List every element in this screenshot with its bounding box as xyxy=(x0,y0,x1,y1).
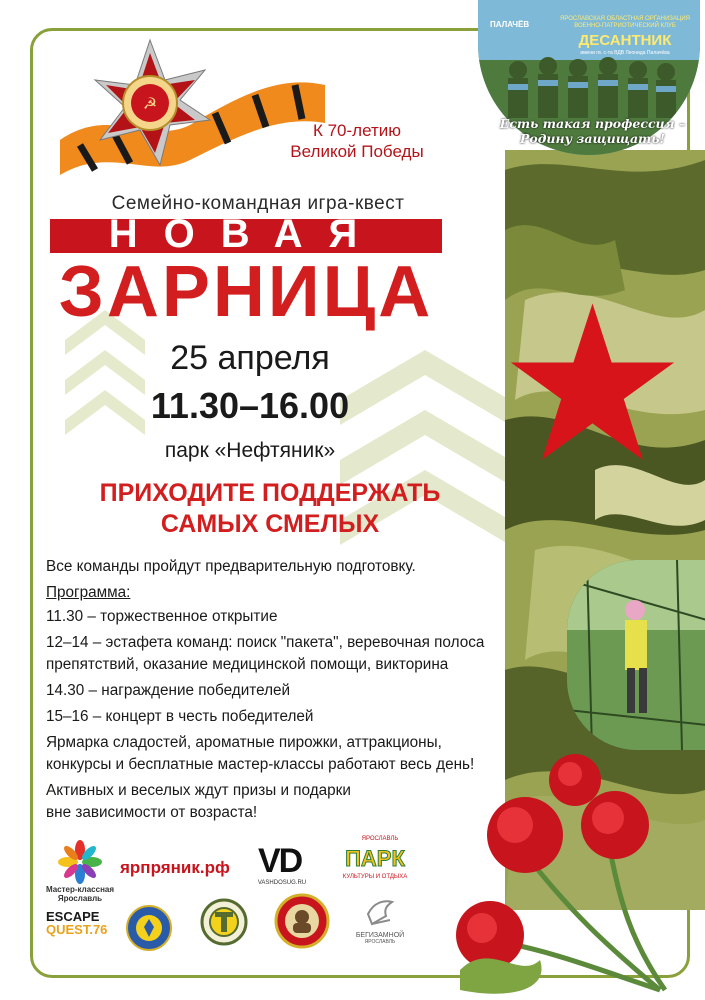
red-star-icon xyxy=(505,300,680,465)
patriotic-war-order-icon xyxy=(40,35,330,195)
master-class-caption xyxy=(40,885,120,903)
event-place: парк «Нефтяник» xyxy=(164,439,336,462)
program-text: – эстафета команд: поиск "пакета", веревочная полоса препятствий, оказание медицинской помощи, викторина xyxy=(46,634,485,673)
anniversary-line-2: Великой Победы xyxy=(290,142,424,161)
website-link[interactable]: ярпряник.рф xyxy=(120,858,230,877)
program-text: – торжественное открытие xyxy=(83,608,278,625)
park-caption: КУЛЬТУРЫ И ОТДЫХА xyxy=(342,874,408,880)
svg-text:☭: ☭ xyxy=(142,94,158,113)
program-label: Программа: xyxy=(46,584,131,601)
call-line-2: САМЫХ СМЕЛЫХ xyxy=(160,510,380,538)
call-line-1: ПРИХОДИТЕ ПОДДЕРЖАТЬ xyxy=(99,479,441,507)
master-caption-1: Мастер-классная xyxy=(45,885,115,894)
event-date: 25 апреля xyxy=(170,339,330,377)
prizes-line-2: вне зависимости от возраста! xyxy=(46,804,258,821)
club-line: ЯРОСЛАВСКАЯ ОБЛАСТНАЯ ОРГАНИЗАЦИЯ ВОЕННО-ПАТРИОТИЧЕСКИЙ КЛУБ xyxy=(560,16,690,29)
club-name: ДЕСАНТНИК xyxy=(578,32,672,49)
anniversary-line-1: К 70-летию xyxy=(312,121,402,140)
veterans-emblem-icon xyxy=(274,893,330,949)
program-item xyxy=(46,706,516,728)
event-description xyxy=(46,556,516,828)
master-caption-2: Ярославль xyxy=(57,894,103,903)
begizamnoy-name: БЕГИЗАМНОЙ xyxy=(355,932,405,939)
slogan xyxy=(490,116,695,146)
begizamnoy-sub: ЯРОСЛАВЛЬ xyxy=(364,939,396,945)
slogan-line-1: Есть такая профессия – xyxy=(499,116,686,131)
club-sub: имени гв. с-та ВДВ Леонида Палачёва xyxy=(580,50,670,56)
club-emblem-icon xyxy=(200,898,248,946)
title-line-1: НОВАЯ xyxy=(108,212,384,256)
prizes-text xyxy=(46,780,516,824)
anniversary-text xyxy=(262,120,452,162)
event-subtitle: Семейно-командная игра-квест xyxy=(111,193,405,214)
program-time: 15–16 xyxy=(46,708,89,725)
title-line-2: ЗАРНИЦА xyxy=(58,252,434,332)
escape-quest-logo xyxy=(46,910,116,936)
park-top-caption: ЯРОСЛАВЛЬ xyxy=(361,836,399,842)
intro-text: Все команды пройдут предварительную подготовку. xyxy=(46,558,416,575)
event-time: 11.30–16.00 xyxy=(150,385,350,426)
brand-label: ПАЛАЧЁВ xyxy=(490,20,530,29)
call-to-action xyxy=(50,478,490,540)
fair-text: Ярмарка сладостей, ароматные пирожки, аттракционы, конкурсы и бесплатные мастер-классы работают весь день! xyxy=(46,734,475,773)
vd-caption: VASHDOSUG.RU xyxy=(257,880,307,886)
program-time: 11.30 xyxy=(46,608,84,625)
prizes-line-1: Активных и веселых ждут призы и подарки xyxy=(46,782,351,799)
program-item xyxy=(46,632,516,676)
desantnik-badge-icon xyxy=(126,905,172,951)
program-text: – награждение победителей xyxy=(84,682,291,699)
photo-rope-course xyxy=(567,560,705,750)
program-text: – концерт в честь победителей xyxy=(88,708,314,725)
escape-line-1: ESCAPE xyxy=(46,909,100,924)
park-logo: ПАРК xyxy=(345,846,405,871)
program-time: 12–14 xyxy=(46,634,89,651)
slogan-line-2: Родину защищать! xyxy=(519,131,666,146)
master-class-logo-icon xyxy=(58,840,102,884)
winged-shoe-icon xyxy=(362,894,398,930)
begizamnoy-caption xyxy=(345,932,415,945)
program-item xyxy=(46,680,516,702)
program-item xyxy=(46,606,516,628)
escape-line-2: QUEST.76 xyxy=(46,922,108,937)
program-time: 14.30 xyxy=(46,682,85,699)
vd-logo: VD xyxy=(258,842,302,880)
